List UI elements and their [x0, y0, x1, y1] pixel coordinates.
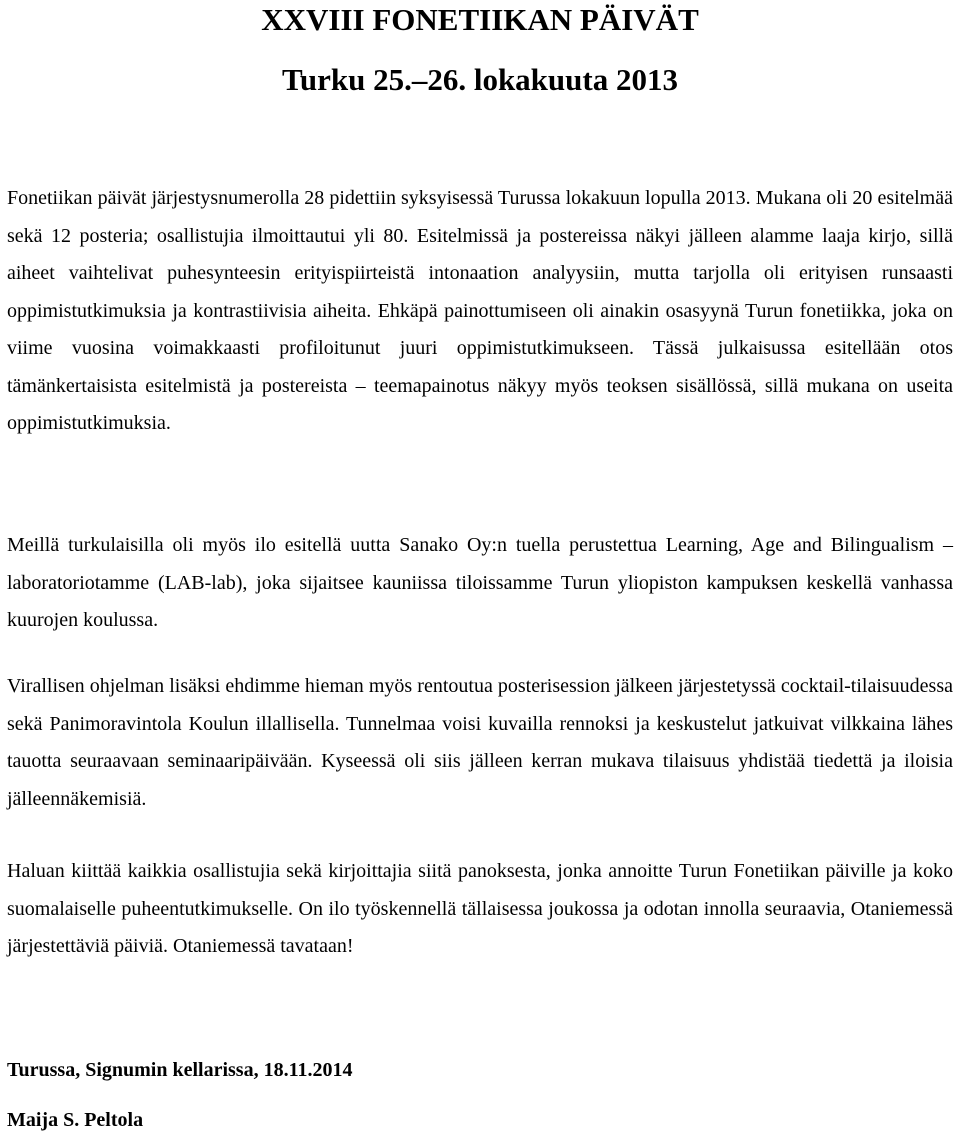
paragraph-intro: Fonetiikan päivät järjestysnumerolla 28 pidettiin syksyisessä Turussa lokakuun lopulla 2013. Mukana oli 20 esitelmää sekä 12 posteria; osallistujia ilmoittautui yli 80. Esitelmissä ja postereissa näkyi jälleen alamme laaja kirjo, sillä aiheet vaihtelivat puhesynteesin erityispiirteistä intonaation analyysiin, mutta tarjolla oli erityisen runsaasti oppimistutkimuksia ja kontrastiivisia aiheita. Ehkäpä painottumiseen oli ainakin osasyynä Turun fonetiikka, joka on viime vuosina voimakkaasti profiloitunut juuri oppimistutkimukseen. Tässä julkaisussa esitellään otos tämänkertaisista esitelmistä ja postereista – teemapainotus näkyy myös teoksen sisällössä, sillä mukana on useita oppimistutkimuksia.	[7, 187, 953, 434]
paragraph-lab: Meillä turkulaisilla oli myös ilo esitellä uutta Sanako Oy:n tuella perustettua Learning, Age and Bilingualism –laboratoriotamme (LAB-lab), joka sijaitsee kauniissa tiloissamme Turun yliopiston kampuksen keskellä vanhassa kuurojen koulussa.	[7, 534, 953, 631]
document-title: XXVIII FONETIIKAN PÄIVÄT	[261, 2, 699, 37]
document-subtitle: Turku 25.–26. lokakuuta 2013	[282, 62, 678, 97]
place-date: Turussa, Signumin kellarissa, 18.11.2014	[7, 1059, 353, 1081]
paragraph-program: Virallisen ohjelman lisäksi ehdimme hieman myös rentoutua posterisession jälkeen järjestetyssä cocktail-tilaisuudessa sekä Panimoravintola Koulun illallisella. Tunnelmaa voisi kuvailla rennoksi ja keskustelut jatkuivat vilkkaina lähes tauotta seuraavaan seminaaripäivään. Kyseessä oli siis jälleen kerran mukava tilaisuus yhdistää tiedettä ja iloisia jälleennäkemisiä.	[7, 675, 953, 810]
author-name: Maija S. Peltola	[7, 1109, 144, 1131]
paragraph-thanks: Haluan kiittää kaikkia osallistujia sekä kirjoittajia siitä panoksesta, jonka annoitte Turun Fonetiikan päiville ja koko suomalaiselle puheentutkimukselle. On ilo työskennellä tällaisessa joukossa ja odotan innolla seuraavia, Otaniemessä järjestettäviä päiviä. Otaniemessä tavataan!	[7, 860, 953, 957]
